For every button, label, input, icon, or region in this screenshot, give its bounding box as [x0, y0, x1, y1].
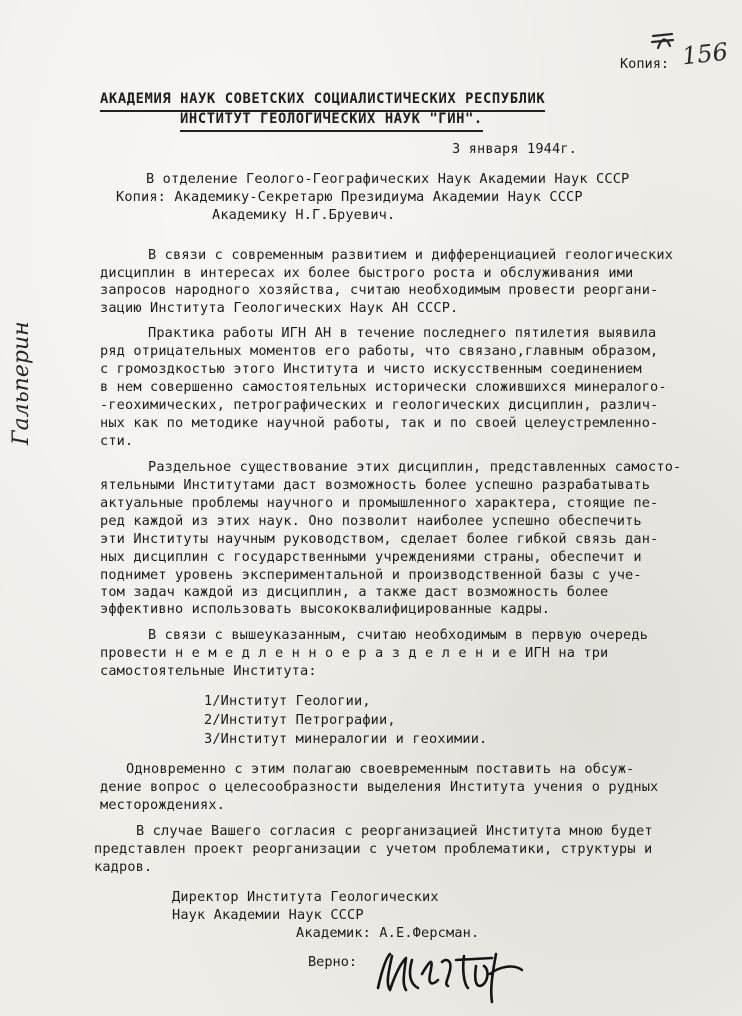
paragraph2-line: Практика работы ИГН АН в течение последнего пятилетия выявила — [148, 325, 657, 341]
paragraph3-line: ных дисциплин с государственными учреждениями страны, обеспечит и — [100, 549, 642, 565]
letterhead-line2: ИНСТИТУТ ГЕОЛОГИЧЕСКИХ НАУК "ГИН". — [180, 110, 483, 132]
paragraph2-line: с громоздкостью этого Института и чисто искусственным соединением — [100, 361, 642, 377]
signoff-line: Наук Академии Наук СССР — [172, 907, 364, 923]
paragraph2-line: сти. — [100, 433, 134, 449]
copy-label: Копия: — [620, 56, 670, 72]
paragraph2-line: ряд отрицательных моментов его работы, что связано,главным образом, — [100, 343, 659, 359]
copy-number: 156 — [680, 37, 730, 71]
paragraph4-line: самостоятельные Института: — [100, 663, 317, 679]
paragraph2-line: ных как по методике научной работы, так и по своей целеустремленно- — [100, 415, 659, 431]
paragraph3-line: ятельными Институтами даст возможность более успешно разрабатывать — [100, 477, 651, 493]
paragraph2-line: в нем совершенно самостоятельных исторически сложившихся минералого- — [100, 379, 667, 395]
signoff-line: Директор Института Геологических — [172, 889, 439, 905]
addressee-line: Копия: Академику-Секретарю Президиума Академии Наук СССР — [116, 189, 583, 205]
paragraph4-line: В связи с вышеуказанным, считаю необходимым в первую очередь — [148, 627, 649, 643]
signoff-line: Академик: А.Е.Ферсман. — [296, 925, 480, 941]
paragraph2-line: -геохимических, петрографических и геологических дисциплин, различ- — [100, 397, 659, 413]
margin-handwritten-note: Гальперин — [9, 321, 34, 445]
paragraph1-line: дисциплин в интересах их более быстрого роста и обслуживания ими — [100, 265, 634, 281]
institute-list-item: 1/Институт Геологии, — [204, 693, 371, 709]
paragraph6-line: кадров. — [94, 859, 153, 875]
addressee-line: В отделение Геолого-Географических Наук Академии Наук СССР — [146, 171, 630, 187]
paragraph5-line: месторождениях. — [100, 797, 226, 813]
paragraph6-line: В случае Вашего согласия с реорганизацией Института мною будет — [136, 823, 653, 839]
handwritten-signature — [372, 940, 542, 1008]
institute-list-item: 3/Институт минералогии и геохимии. — [204, 731, 488, 747]
addressee-line: Академику Н.Г.Бруевич. — [212, 207, 396, 223]
letter-date: 3 января 1944г. — [452, 141, 578, 157]
verified-label: Верно: — [308, 954, 358, 970]
paragraph1-line: зацию Института Геологических Наук АН СССР. — [100, 300, 459, 316]
paragraph5-line: дение вопрос о целесообразности выделения Института учения о рудных — [100, 779, 659, 795]
paragraph3-line: эти Институты научным руководством, сделает более гибкой связь дан- — [100, 531, 659, 547]
institute-list-item: 2/Институт Петрографии, — [204, 712, 396, 728]
paragraph3-line: поднимет уровень экспериментальной и производственной базы с уче- — [100, 567, 642, 583]
paragraph1-line: В связи с современным развитием и дифференциацией геологических — [148, 247, 674, 263]
paragraph6-line: представлен проект реорганизации с учетом проблематики, структуры и — [94, 841, 653, 857]
paragraph4-line: провести н е м е д л е н н о е р а з д е л е н и е ИГН на три — [100, 645, 609, 661]
paragraph5-line: Одновременно с этим полагаю своевременным поставить на обсуж- — [126, 761, 635, 777]
paragraph3-line: ред каждой из этих наук. Оно позволит наиболее успешно обеспечить — [100, 513, 642, 529]
paragraph3-line: эффективно использовать высококвалифицированные кадры. — [100, 601, 551, 617]
paragraph3-line: том задач каждой из дисциплин, а также даст возможность более — [100, 584, 609, 600]
paragraph3-line: актуальные проблемы научного и промышленного характера, стоящие пе- — [100, 495, 659, 511]
paragraph1-line: запросов народного хозяйства, считаю необходимым провести реоргани- — [100, 282, 659, 298]
paragraph3-line: Раздельное существование этих дисциплин, представленных самосто- — [148, 459, 682, 475]
letterhead-line1: АКАДЕМИЯ НАУК СОВЕТСКИХ СОЦИАЛИСТИЧЕСКИХ РЕСПУБЛИК — [100, 90, 545, 112]
copy-strike-mark — [650, 30, 676, 52]
